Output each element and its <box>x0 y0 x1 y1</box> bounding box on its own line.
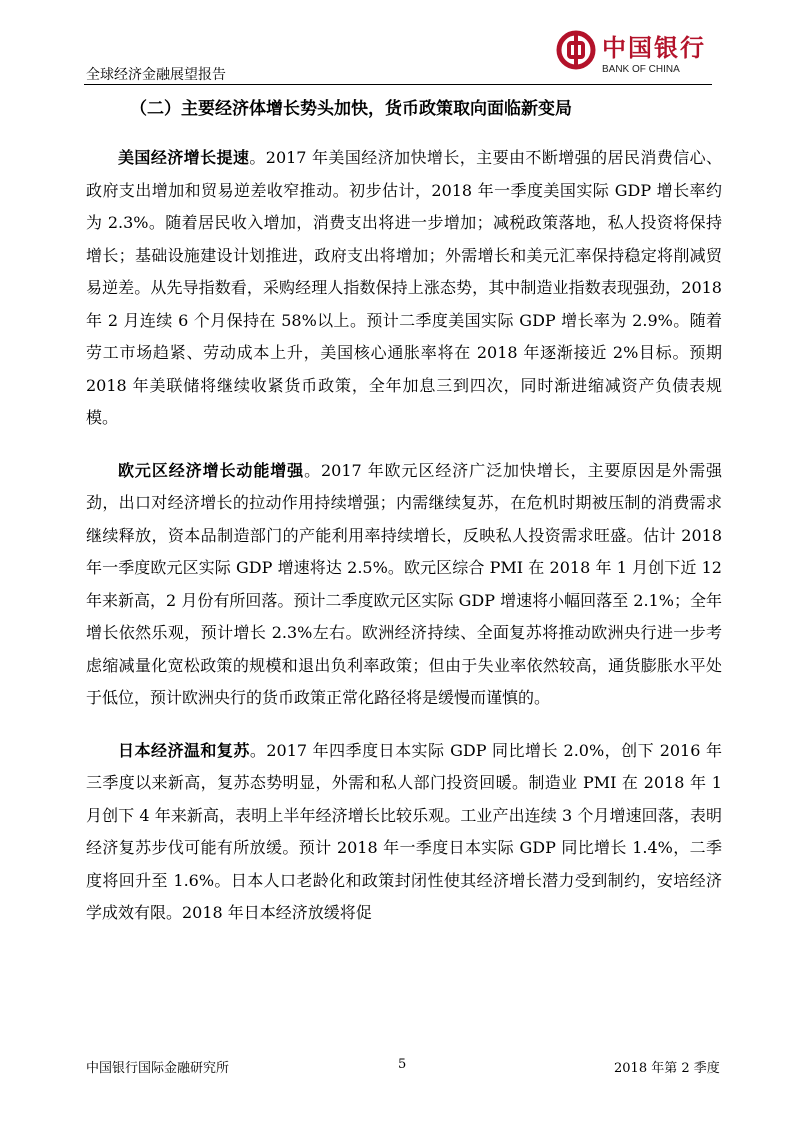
report-title: 全球经济金融展望报告 <box>86 67 226 83</box>
paragraph-lead: 日本经济温和复苏 <box>118 740 250 760</box>
bank-of-china-emblem-icon <box>556 30 596 70</box>
footer-period: 2018 年第 2 季度 <box>614 1061 720 1076</box>
section-title: （二）主要经济体增长势头加快，货币政策取向面临新变局 <box>130 99 572 119</box>
logo-english-name: BANK OF CHINA <box>602 64 680 75</box>
body-content <box>86 142 722 950</box>
footer-institute: 中国银行国际金融研究所 <box>86 1061 230 1076</box>
paragraph-us-economy <box>86 142 722 435</box>
page-number: 5 <box>398 1057 407 1072</box>
paragraph-lead: 欧元区经济增长动能增强 <box>118 460 305 480</box>
paragraph-text: 。2017 年美国经济加快增长，主要由不断增强的居民消费信心、政府支出增加和贸易逆差收窄推动。初步估计，2018 年一季度美国实际 GDP 增长率约为 2.3%。随着居民收入增加，消费支出将进一步增加；减税政策落地，私人投资将保持增长；基础设施建设计划推进，政府支出将增加；外需增长和美元汇率保持稳定将削减贸易逆差。从先导指数看，采购经理人指数保持上涨态势，其中制造业指数表现强劲，2018 年 2 月连续 6 个月保持在 58%以上。预计二季度美国实际 GDP 增长率为 2.9%。随着劳工市场趋紧、劳动成本上升，美国核心通胀率将在 2018 年逐渐接近 2%目标。预期 2018 年美联储将继续收紧货币政策，全年加息三到四次，同时渐进缩减资产负债表规模。 <box>86 148 722 427</box>
logo-chinese-name: 中国银行 <box>602 33 706 62</box>
bank-logo <box>556 26 716 82</box>
paragraph-eurozone-economy <box>86 455 722 715</box>
paragraph-text: 。2017 年欧元区经济广泛加快增长，主要原因是外需强劲，出口对经济增长的拉动作用持续增强；内需继续复苏，在危机时期被压制的消费需求继续释放，资本品制造部门的产能利用率持续增长，反映私人投资需求旺盛。估计 2018 年一季度欧元区实际 GDP 增速将达 2.5%。欧元区综合 PMI 在 2018 年 1 月创下近 12 年来新高，2 月份有所回落。预计二季度欧元区实际 GDP 增速将小幅回落至 2.1%；全年增长依然乐观，预计增长 2.3%左右。欧洲经济持续、全面复苏将推动欧洲央行进一步考虑缩减量化宽松政策的规模和退出负利率政策；但由于失业率依然较高，通货膨胀水平处于低位，预计欧洲央行的货币政策正常化路径将是缓慢而谨慎的。 <box>86 460 722 707</box>
paragraph-text: 。2017 年四季度日本实际 GDP 同比增长 2.0%，创下 2016 年三季度以来新高，复苏态势明显，外需和私人部门投资回暖。制造业 PMI 在 2018 年 1 月创下 4 年来新高，表明上半年经济增长比较乐观。工业产出连续 3 个月增速回落，表明经济复苏步伐可能有所放缓。预计 2018 年一季度日本实际 GDP 同比增长 1.4%，二季度将回升至 1.6%。日本人口老龄化和政策封闭性使其经济增长潜力受到制约，安培经济学成效有限。2018 年日本经济放缓将促 <box>86 740 722 922</box>
paragraph-lead: 美国经济增长提速 <box>118 148 250 167</box>
header-divider <box>84 84 712 85</box>
paragraph-japan-economy <box>86 735 722 930</box>
